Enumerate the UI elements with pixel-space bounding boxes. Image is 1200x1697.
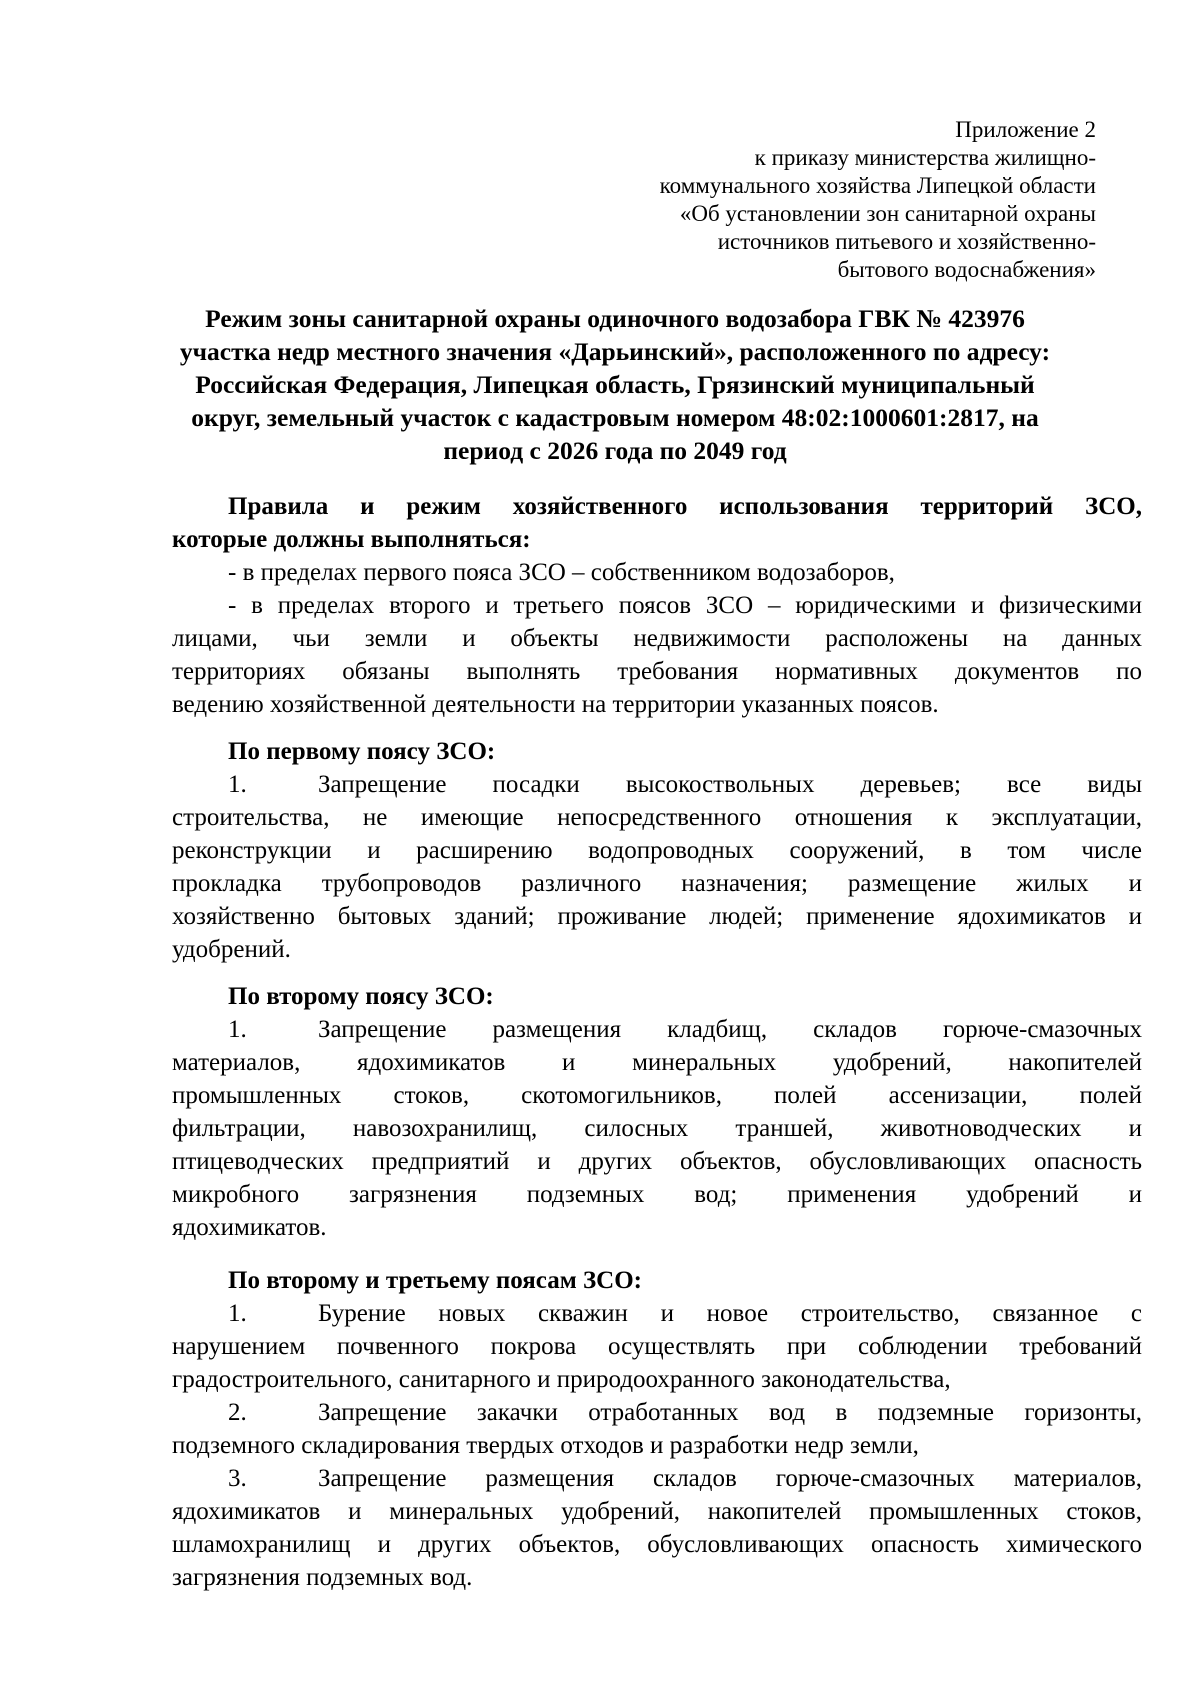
title-line: Российская Федерация, Липецкая область, Грязинский муниципальный [195,370,1035,399]
rules-heading-cont: которые должны выполняться: [172,526,531,553]
belt1-heading: По первому поясу ЗСО: [228,738,496,765]
belt2-item-cont: промышленных стоков, скотомогильников, полей ассенизации, полей [172,1082,1142,1109]
belt1-item-cont: реконструкции и расширению водопроводных сооружений, в том числе [172,837,1142,864]
item-number: 1. [228,1016,247,1043]
belt23-item-cont: нарушением почвенного покрова осуществлять при соблюдении требований [172,1333,1142,1360]
item-number: 1. [228,771,247,798]
item-number: 1. [228,1300,247,1327]
belt23-item-cont: загрязнения подземных вод. [172,1564,473,1591]
belt23-item-1 [172,1297,1142,1330]
appendix-line: Приложение 2 [955,117,1096,142]
rules-item-cont: территориях обязаны выполнять требования нормативных документов по [172,658,1142,685]
appendix-line: «Об установлении зон санитарной охраны [679,201,1096,226]
title-line: Режим зоны санитарной охраны одиночного водозабора ГВК № 423976 [205,304,1025,333]
appendix-line: коммунального хозяйства Липецкой области [659,173,1096,198]
belt2-item-cont: фильтрации, навозохранилищ, силосных траншей, животноводческих и [172,1115,1142,1142]
belt23-item-cont: градостроительного, санитарного и природоохранного законодательства, [172,1366,951,1393]
belt1-item-cont: строительства, не имеющие непосредственного отношения к эксплуатации, [172,804,1142,831]
belt1-item-cont: удобрений. [172,936,291,963]
belt1-item-cont: хозяйственно бытовых зданий; проживание людей; применение ядохимикатов и [172,903,1142,930]
belt2-item-cont: микробного загрязнения подземных вод; применения удобрений и [172,1181,1142,1208]
belt23-item-2 [172,1396,1142,1429]
belt2-item [172,1013,1142,1046]
appendix-line: бытового водоснабжения» [837,257,1096,282]
belt1-item-cont: прокладка трубопроводов различного назначения; размещение жилых и [172,870,1142,897]
title-line: участка недр местного значения «Дарьинский», расположенного по адресу: [179,337,1051,366]
appendix-header [576,116,1096,284]
document-title [160,302,1070,467]
rules-item-cont: ведению хозяйственной деятельности на территории указанных поясов. [172,691,939,718]
item-text: Запрещение закачки отработанных вод в подземные горизонты, [318,1399,1142,1426]
title-line: период с 2026 года по 2049 год [443,436,787,465]
belt23-item-3 [172,1462,1142,1495]
item-text: Запрещение размещения складов горюче-смазочных материалов, [318,1465,1142,1492]
belt2-heading: По второму поясу ЗСО: [228,983,494,1010]
appendix-line: источников питьевого и хозяйственно- [717,229,1096,254]
item-text: Запрещение размещения кладбищ, складов горюче-смазочных [318,1016,1142,1043]
belt23-item-cont: подземного складирования твердых отходов и разработки недр земли, [172,1432,919,1459]
belt23-item-cont: шламохранилищ и других объектов, обусловливающих опасность химического [172,1531,1142,1558]
title-line: округ, земельный участок с кадастровым номером 48:02:1000601:2817, на [191,403,1039,432]
belt23-item-cont: ядохимикатов и минеральных удобрений, накопителей промышленных стоков, [172,1498,1142,1525]
document-body [172,490,1142,1594]
item-text: Запрещение посадки высокоствольных деревьев; все виды [318,771,1142,798]
rules-item: - в пределах первого пояса ЗСО – собственником водозаборов, [228,559,895,586]
belt23-heading: По второму и третьему поясам ЗСО: [228,1267,643,1294]
belt1-item [172,768,1142,801]
rules-item-cont: лицами, чьи земли и объекты недвижимости расположены на данных [172,625,1142,652]
belt2-item-cont: материалов, ядохимикатов и минеральных удобрений, накопителей [172,1049,1142,1076]
appendix-line: к приказу министерства жилищно- [754,145,1096,170]
belt2-item-cont: ядохимикатов. [172,1214,327,1241]
item-number: 2. [228,1399,247,1426]
rules-item: - в пределах второго и третьего поясов ЗСО – юридическими и физическими [228,592,1142,619]
item-number: 3. [228,1465,247,1492]
belt2-item-cont: птицеводческих предприятий и других объектов, обусловливающих опасность [172,1148,1142,1175]
rules-heading: Правила и режим хозяйственного использования территорий ЗСО, [228,493,1142,520]
item-text: Бурение новых скважин и новое строительство, связанное с [318,1300,1142,1327]
